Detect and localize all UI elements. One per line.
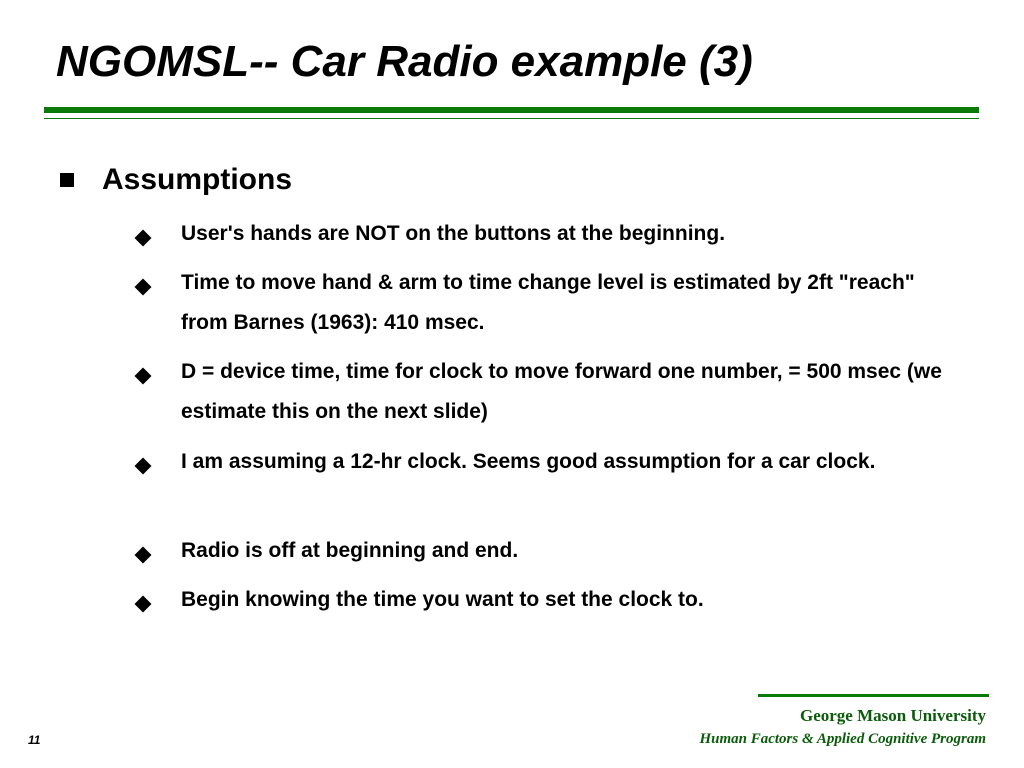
bullet-text: Begin knowing the time you want to set the clock to.: [181, 588, 704, 611]
footer-program: Human Factors & Applied Cognitive Program: [699, 731, 986, 747]
diamond-bullet-icon: [135, 458, 152, 475]
page-number: 11: [28, 733, 41, 747]
footer-rule: [758, 694, 989, 697]
list-item: [134, 452, 964, 472]
diamond-bullet-icon: [135, 279, 152, 296]
bullet-text: D = device time, time for clock to move forward one number, = 500 msec (we estimate this on the next slide): [181, 360, 942, 423]
list-item: [134, 541, 964, 561]
square-bullet-icon: [60, 173, 74, 187]
list-item: [134, 360, 964, 423]
assumptions-heading: Assumptions: [102, 163, 293, 196]
bullet-text: I am assuming a 12-hr clock. Seems good assumption for a car clock.: [181, 450, 876, 473]
bullet-text: User's hands are NOT on the buttons at the beginning.: [181, 222, 726, 245]
heading-bullet: [56, 160, 292, 200]
title-underline-thin: [44, 118, 979, 119]
bullet-text: Radio is off at beginning and end.: [181, 539, 519, 562]
list-item: [134, 590, 964, 610]
diamond-bullet-icon: [135, 230, 152, 247]
footer-university: George Mason University: [799, 706, 986, 725]
bullet-text: Time to move hand & arm to time change level is estimated by 2ft "reach" from Barnes (1963): 410 msec.: [181, 271, 915, 334]
diamond-bullet-icon: [135, 547, 152, 564]
title-underline-thick: [44, 107, 979, 113]
diamond-bullet-icon: [135, 368, 152, 385]
diamond-bullet-icon: [135, 596, 152, 613]
list-item: [134, 224, 964, 244]
slide-title: NGOMSL-- Car Radio example (3): [56, 37, 753, 86]
list-item: [134, 271, 964, 334]
